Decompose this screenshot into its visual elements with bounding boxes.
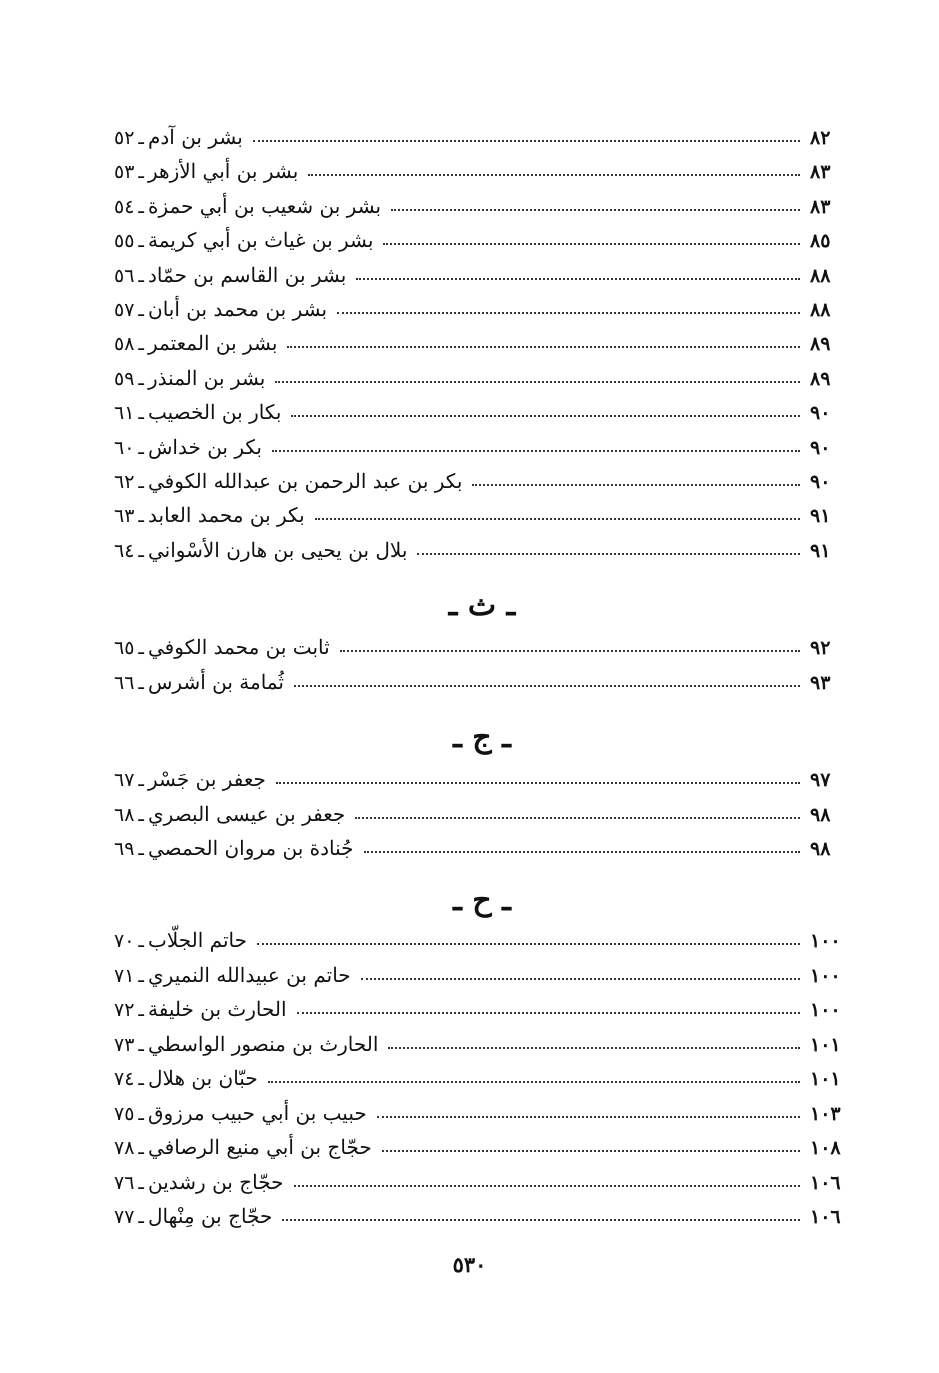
- entry-page: ٩٨: [810, 838, 831, 860]
- entry-page: ٨٩: [810, 367, 831, 390]
- entry-number: ٦٧: [114, 769, 135, 791]
- entry-name: ثُمامة بن أشرس: [148, 670, 284, 694]
- entry-page: ٩٨: [810, 803, 831, 826]
- entry-name: حبيب بن أبي حبيب مرزوق: [148, 1100, 367, 1125]
- entry-number: ٦٦: [114, 672, 135, 694]
- toc-entry: [110, 253, 854, 287]
- toc-entry: [110, 660, 854, 694]
- entry-separator: ـ: [138, 195, 144, 218]
- entry-name: الحارث بن خليفة: [148, 997, 287, 1021]
- toc-entry: [110, 826, 854, 860]
- entry-page: ٩٠: [810, 402, 831, 425]
- dot-leader: [315, 518, 800, 520]
- entry-number: ٦٣: [114, 505, 135, 528]
- entry-separator: ـ: [138, 127, 144, 149]
- entry-separator: ـ: [138, 471, 144, 493]
- entry-page: ٨٢: [810, 127, 831, 149]
- dot-leader: [340, 650, 800, 652]
- entry-separator: ـ: [138, 230, 144, 253]
- section-heading-tha: ـ ث ـ: [448, 588, 516, 623]
- toc-entry: [110, 115, 854, 149]
- entry-page: ٨٥: [810, 230, 831, 253]
- entry-number: ٧٤: [114, 1068, 135, 1090]
- entry-separator: ـ: [138, 637, 144, 659]
- toc-entry: [110, 390, 854, 424]
- entry-name: بشر بن محمد بن أبان: [148, 297, 328, 321]
- entry-page: ٩٠: [810, 471, 831, 493]
- entry-separator: ـ: [138, 930, 144, 952]
- entry-name: بشر بن أبي الأزهر: [148, 159, 299, 184]
- page-number: ٥٣٠: [452, 1252, 487, 1277]
- section-heading-ha: ـ ح ـ: [453, 883, 511, 918]
- entry-number: ٥٩: [114, 367, 135, 390]
- dot-leader: [364, 851, 800, 853]
- dot-leader: [282, 1219, 800, 1221]
- entry-number: ٥٢: [114, 127, 135, 149]
- entry-name: حاتم بن عبيدالله النميري: [148, 962, 351, 987]
- entry-name: بكر بن محمد العابد: [148, 503, 305, 528]
- entry-page: ١٠٠: [810, 999, 841, 1021]
- toc-entry: [110, 1022, 854, 1056]
- entry-separator: ـ: [138, 1206, 144, 1228]
- entry-number: ٥٧: [114, 299, 135, 321]
- dot-leader: [257, 943, 800, 945]
- entry-separator: ـ: [138, 299, 144, 321]
- entry-separator: ـ: [138, 505, 144, 528]
- entry-separator: ـ: [138, 1102, 144, 1125]
- toc-entry: [110, 184, 854, 218]
- entry-number: ٦٨: [114, 803, 135, 826]
- entry-page: ١٠٦: [810, 1171, 841, 1194]
- entry-number: ٥٦: [114, 264, 135, 287]
- section-heading-jim: ـ ج ـ: [453, 720, 511, 755]
- toc-entry: [110, 459, 854, 493]
- toc-entry: [110, 625, 854, 659]
- entry-name: حجّاج بن رشدين: [148, 1169, 284, 1194]
- entry-number: ٦٢: [114, 471, 135, 493]
- toc-entry: [110, 1056, 854, 1090]
- entry-separator: ـ: [138, 964, 144, 987]
- entry-number: ٦٠: [114, 436, 135, 459]
- entry-name: بشر بن آدم: [148, 125, 243, 149]
- toc-entry: [110, 149, 854, 183]
- entry-number: ٧٦: [114, 1171, 135, 1194]
- entry-page: ١٠١: [810, 1033, 841, 1056]
- entry-page: ٩٢: [810, 637, 831, 659]
- entry-separator: ـ: [138, 1171, 144, 1194]
- dot-leader: [308, 174, 800, 176]
- toc-entry: [110, 425, 854, 459]
- toc-entry: [110, 287, 854, 321]
- dot-leader: [253, 140, 800, 142]
- entry-page: ١٠٨: [810, 1137, 841, 1159]
- entry-number: ٦٥: [114, 637, 135, 659]
- entry-name: بكار بن الخصيب: [148, 400, 282, 425]
- entry-page: ٩٧: [810, 769, 831, 791]
- entry-separator: ـ: [138, 1068, 144, 1090]
- entry-number: ٥٣: [114, 161, 135, 184]
- entry-name: حبّان بن هلال: [148, 1066, 258, 1090]
- toc-entry: [110, 987, 854, 1021]
- entry-number: ٦٤: [114, 539, 135, 562]
- entry-number: ٥٥: [114, 230, 135, 253]
- dot-leader: [297, 1012, 800, 1014]
- entry-page: ٨٨: [810, 299, 831, 321]
- toc-entry: [110, 953, 854, 987]
- entry-number: ٦٩: [114, 838, 135, 860]
- entry-page: ٩٠: [810, 436, 831, 459]
- entry-separator: ـ: [138, 1033, 144, 1056]
- toc-entry: [110, 528, 854, 562]
- entry-name: ثابت بن محمد الكوفي: [148, 635, 330, 659]
- entry-separator: ـ: [138, 402, 144, 425]
- entry-page: ١٠١: [810, 1068, 841, 1090]
- entry-name: جعفر بن عيسى البصري: [148, 801, 346, 826]
- entry-name: بلال بن يحيى بن هارن الأسْواني: [148, 537, 408, 562]
- entry-separator: ـ: [138, 161, 144, 184]
- entry-number: ٧١: [114, 964, 135, 987]
- entry-name: بشر بن القاسم بن حمّاد: [148, 262, 347, 287]
- entry-page: ٨٣: [810, 195, 831, 218]
- entry-number: ٧٥: [114, 1102, 135, 1125]
- dot-leader: [291, 415, 800, 417]
- entry-page: ٨٩: [810, 333, 831, 356]
- toc-entry: [110, 1160, 854, 1194]
- entry-number: ٥٨: [114, 333, 135, 356]
- entry-page: ٩١: [810, 505, 831, 528]
- dot-leader: [472, 484, 800, 486]
- toc-entry: [110, 321, 854, 355]
- toc-entry: [110, 356, 854, 390]
- dot-leader: [355, 817, 800, 819]
- entry-page: ٩٣: [810, 672, 831, 694]
- dot-leader: [382, 1150, 800, 1152]
- entry-number: ٦١: [114, 402, 135, 425]
- entry-name: الحارث بن منصور الواسطي: [148, 1031, 379, 1056]
- entry-name: بشر بن غياث بن أبي كريمة: [148, 228, 374, 253]
- entry-separator: ـ: [138, 1137, 144, 1159]
- entry-separator: ـ: [138, 769, 144, 791]
- toc-entry: [110, 218, 854, 252]
- entry-separator: ـ: [138, 367, 144, 390]
- toc-entry: [110, 918, 854, 952]
- entry-name: بكر بن خداش: [148, 434, 262, 459]
- dot-leader: [361, 978, 800, 980]
- entry-name: حاتم الجلّاب: [148, 928, 248, 952]
- entry-separator: ـ: [138, 436, 144, 459]
- entry-separator: ـ: [138, 264, 144, 287]
- dot-leader: [383, 243, 800, 245]
- entry-name: حجّاج بن مِنْهال: [148, 1204, 273, 1228]
- dot-leader: [287, 346, 800, 348]
- entry-page: ٨٣: [810, 161, 831, 184]
- dot-leader: [268, 1081, 800, 1083]
- entry-name: جعفر بن جَسْر: [148, 767, 266, 791]
- entry-separator: ـ: [138, 333, 144, 356]
- entry-number: ٧٧: [114, 1206, 135, 1228]
- entry-separator: ـ: [138, 999, 144, 1021]
- entry-separator: ـ: [138, 672, 144, 694]
- entry-separator: ـ: [138, 803, 144, 826]
- dot-leader: [275, 381, 800, 383]
- entry-page: ٨٨: [810, 264, 831, 287]
- entry-page: ١٠٦: [810, 1206, 841, 1228]
- entry-number: ٧٢: [114, 999, 135, 1021]
- toc-entry: [110, 1091, 854, 1125]
- entry-number: ٧٠: [114, 930, 135, 952]
- entry-page: ١٠٣: [810, 1102, 841, 1125]
- entry-name: حجّاج بن أبي منيع الرصافي: [148, 1135, 372, 1159]
- entry-name: بشر بن المعتمر: [148, 331, 278, 356]
- dot-leader: [276, 782, 800, 784]
- dot-leader: [337, 312, 800, 314]
- entry-page: ٩١: [810, 539, 831, 562]
- entry-name: جُنادة بن مروان الحمصي: [148, 836, 354, 860]
- entry-number: ٧٨: [114, 1137, 135, 1159]
- entry-number: ٧٣: [114, 1033, 135, 1056]
- toc-entry: [110, 792, 854, 826]
- entry-page: ١٠٠: [810, 930, 841, 952]
- toc-entry: [110, 757, 854, 791]
- dot-leader: [417, 553, 800, 555]
- toc-entry: [110, 1194, 854, 1228]
- dot-leader: [294, 1185, 801, 1187]
- dot-leader: [356, 278, 800, 280]
- entry-name: بكر بن عبد الرحمن بن عبدالله الكوفي: [148, 469, 463, 493]
- toc-entry: [110, 1125, 854, 1159]
- dot-leader: [294, 685, 800, 687]
- dot-leader: [391, 209, 800, 211]
- entry-separator: ـ: [138, 539, 144, 562]
- entry-page: ١٠٠: [810, 964, 841, 987]
- dot-leader: [272, 450, 800, 452]
- dot-leader: [388, 1047, 800, 1049]
- entry-name: بشر بن المنذر: [148, 365, 266, 390]
- entry-separator: ـ: [138, 838, 144, 860]
- dot-leader: [377, 1116, 800, 1118]
- entry-name: بشر بن شعيب بن أبي حمزة: [148, 193, 382, 218]
- toc-entry: [110, 493, 854, 527]
- entry-number: ٥٤: [114, 195, 135, 218]
